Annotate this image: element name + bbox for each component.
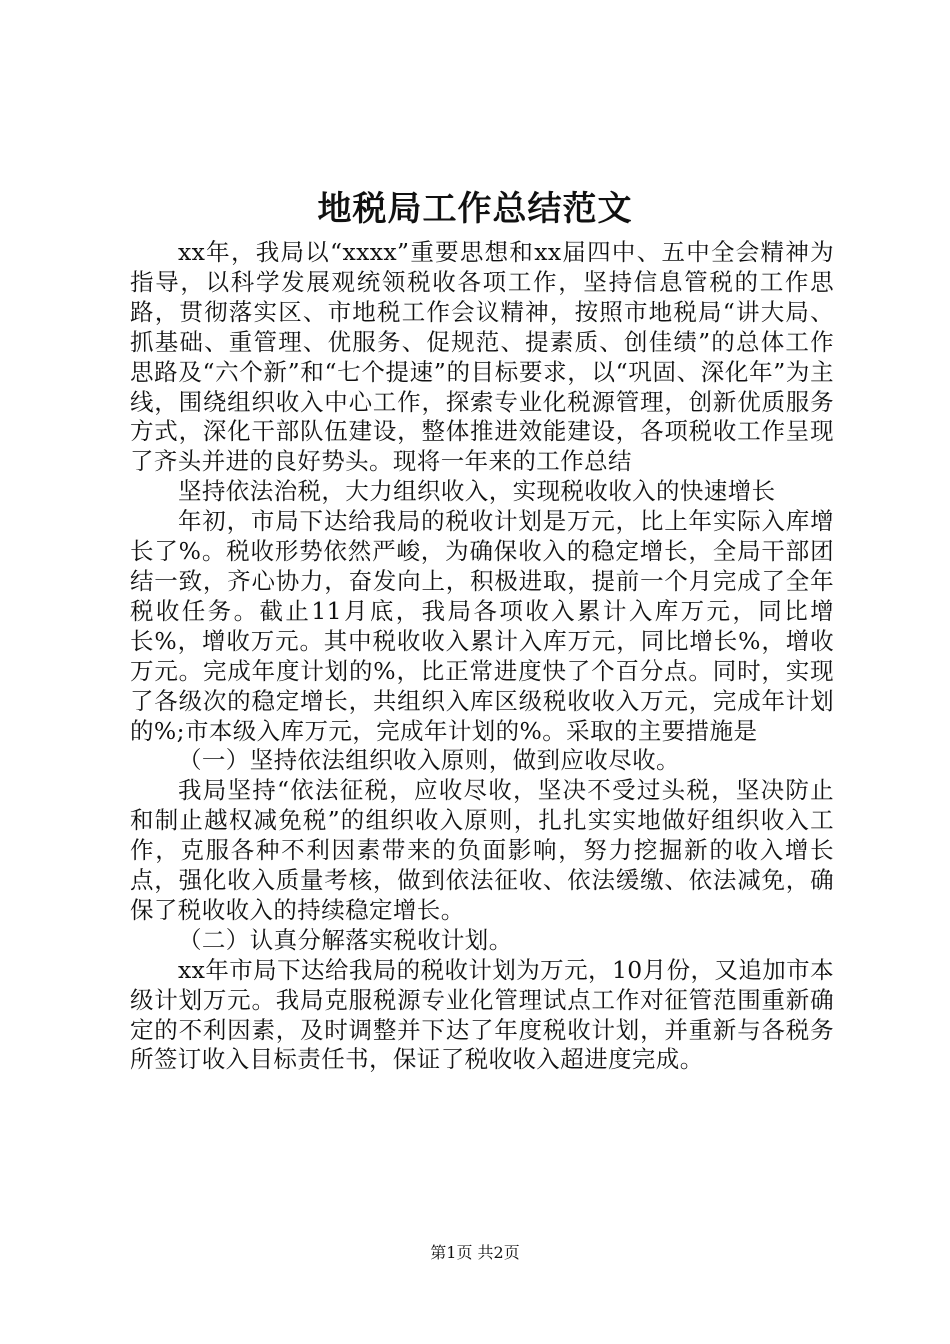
paragraph-intro: xx年，我局以“xxxx”重要思想和xx届四中、五中全会精神为指导，以科学发展观统领税收各项工作，坚持信息管税的工作思路，贯彻落实区、市地税工作会议精神，按照市地税局“讲大局、抓基础、重管理、优服务、促规范、提素质、创佳绩”的总体工作思路及“六个新”和“七个提速”的目标要求，以“巩固、深化年”为主线，围绕组织收入中心工作，探索专业化税源管理，创新优质服务方式，深化干部队伍建设，整体推进效能建设，各项税收工作呈现了齐头并进的良好势头。现将一年来的工作总结 xyxy=(130,238,834,476)
subheading-1: （一）坚持依法组织收入原则，做到应收尽收。 xyxy=(178,746,680,775)
subheading-2: （二）认真分解落实税收计划。 xyxy=(178,925,513,954)
section-heading-rule-of-law: 坚持依法治税，大力组织收入，实现税收收入的快速增长 xyxy=(178,477,776,506)
document-body xyxy=(130,238,834,1075)
paragraph-revenue-results: 年初，市局下达给我局的税收计划是万元，比上年实际入库增长了%。税收形势依然严峻，为确保收入的稳定增长，全局干部团结一致，齐心协力，奋发向上，积极进取，提前一个月完成了全年税收任务。截止11月底，我局各项收入累计入库万元，同比增长%，增收万元。其中税收收入累计入库万元，同比增长%，增收万元。完成年度计划的%，比正常进度快了个百分点。同时，实现了各级次的稳定增长，共组织入库区级税收收入万元，完成年计划的%;市本级入库万元，完成年计划的%。采取的主要措施是 xyxy=(130,507,834,745)
document-title: 地税局工作总结范文 xyxy=(317,189,633,229)
paragraph-tax-plan: xx年市局下达给我局的税收计划为万元，10月份，又追加市本级计划万元。我局克服税源专业化管理试点工作对征管范围重新确定的不利因素，及时调整并下达了年度税收计划，并重新与各税务所签订收入目标责任书，保证了税收收入超进度完成。 xyxy=(130,955,834,1074)
paragraph-collection-principle: 我局坚持“依法征税，应收尽收，坚决不受过头税，坚决防止和制止越权减免税”的组织收入原则，扎扎实实地做好组织收入工作，克服各种不利因素带来的负面影响，努力挖掘新的收入增长点，强化收入质量考核，做到依法征收、依法缓缴、依法减免，确保了税收收入的持续稳定增长。 xyxy=(130,776,834,924)
page-footer: 第1页 共2页 xyxy=(430,1243,520,1262)
